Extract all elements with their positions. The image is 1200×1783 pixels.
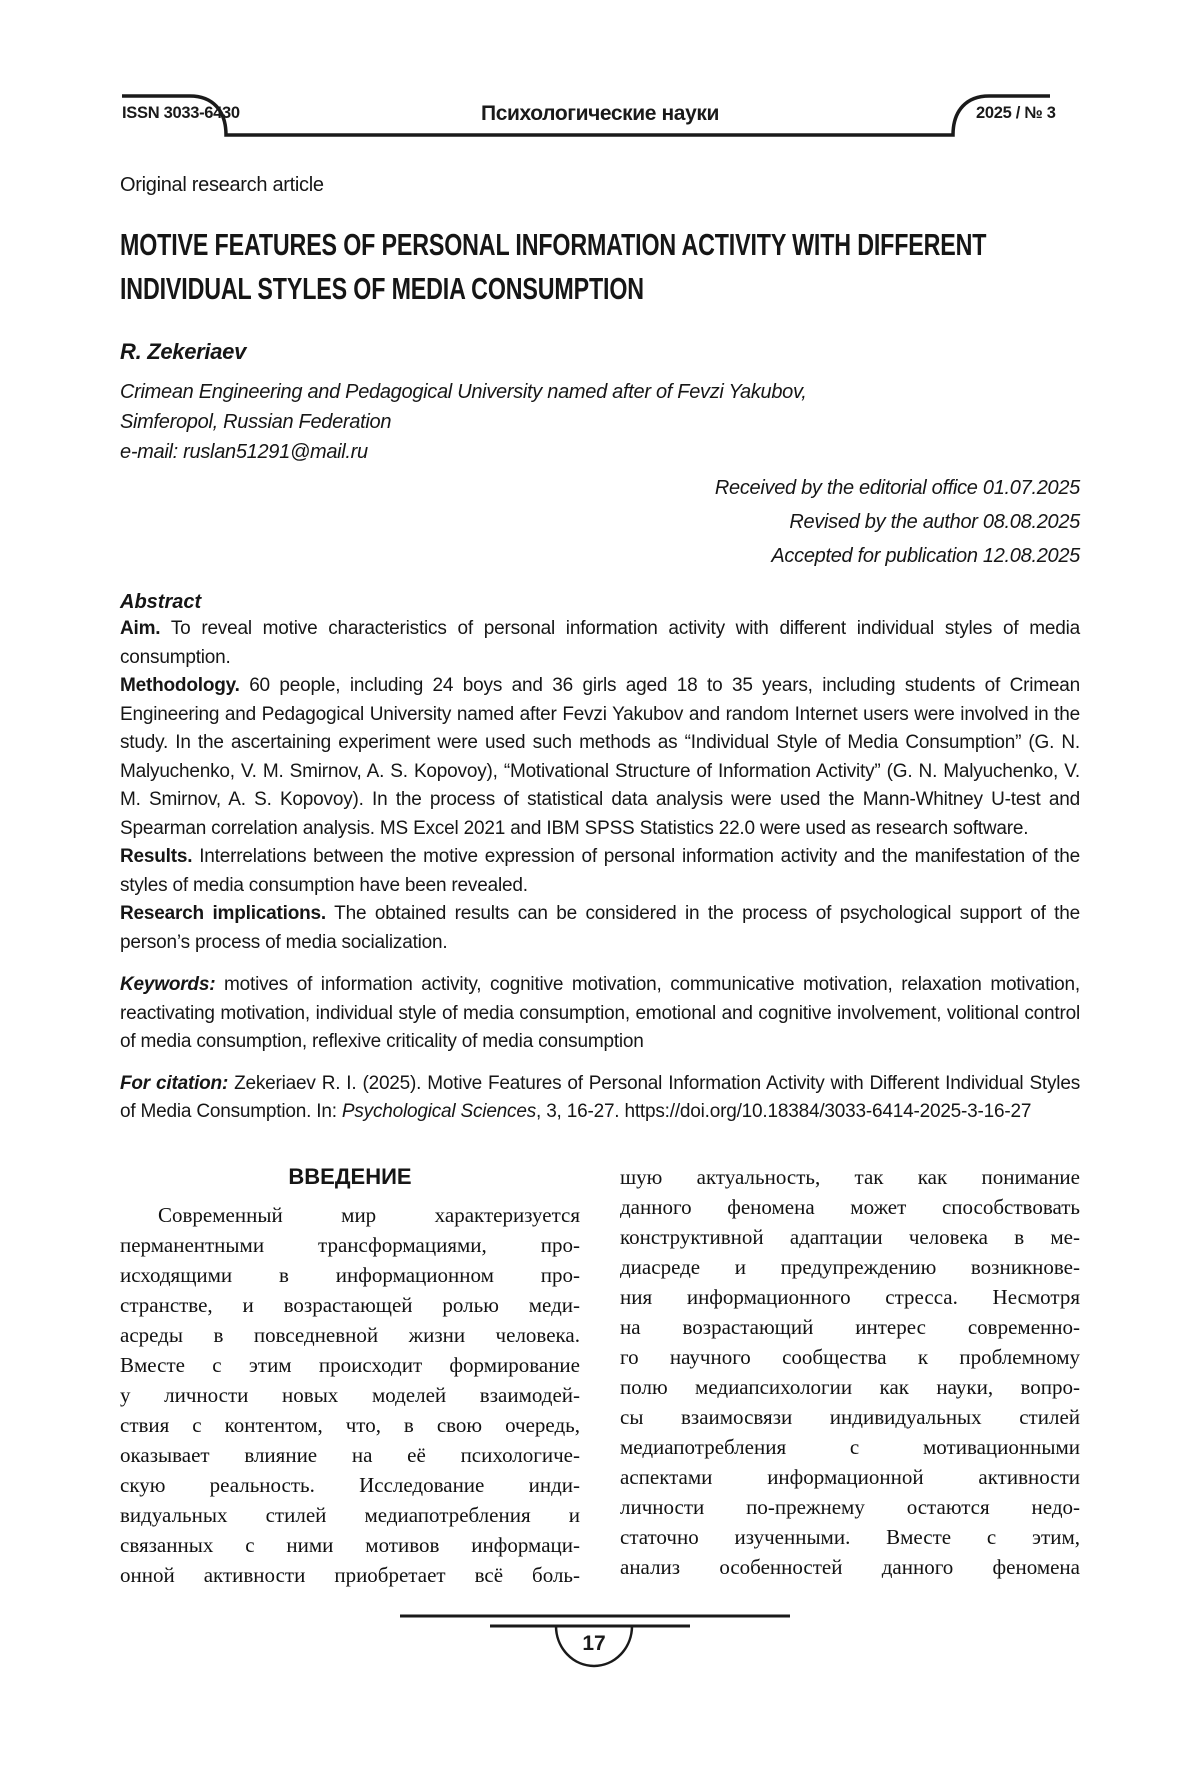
page-header	[0, 0, 1200, 160]
text-line: асреды в повседневной жизни человека.	[120, 1323, 580, 1347]
title-line-1: MOTIVE FEATURES OF PERSONAL INFORMATION ACTIVITY WITH DIFFERENT	[120, 227, 987, 262]
text-line: ствия с контентом, что, в свою очередь,	[120, 1413, 580, 1437]
citation-tail: , 3, 16-27. https://doi.org/10.18384/3033-6414-2025-3-16-27	[536, 1101, 1032, 1122]
abstract-paragraph	[120, 672, 1080, 843]
paragraph-label: Methodology.	[120, 675, 240, 696]
page-number: 17	[582, 1632, 606, 1655]
abstract-body	[120, 615, 1080, 957]
text-line: сы взаимосвязи индивидуальных стилей	[620, 1405, 1080, 1429]
footer-rule	[0, 1598, 1200, 1688]
text-line: связанных с ними мотивов информаци-	[120, 1533, 580, 1557]
abstract-paragraph	[120, 615, 1080, 672]
header-rule	[0, 0, 1200, 160]
paragraph-label: Aim.	[120, 618, 161, 639]
text-line: медиапотребления с мотивационными	[620, 1435, 1080, 1459]
paragraph-text: To reveal motive characteristics of personal information activity with different individual styles of media consumption.	[120, 618, 1080, 668]
date-line: Revised by the author 08.08.2025	[789, 511, 1080, 533]
text-line: оказывает влияние на её психологиче-	[120, 1443, 580, 1467]
text-line: видуальных стилей медиапотребления и	[120, 1503, 580, 1527]
citation-journal-italic: Psychological Sciences	[341, 1101, 537, 1122]
title-line-2: INDIVIDUAL STYLES OF MEDIA CONSUMPTION	[120, 271, 644, 306]
citation-paragraph	[120, 1070, 1080, 1127]
text-line: исходящими в информационном про-	[120, 1263, 580, 1287]
author-name: R. Zekeriaev	[120, 339, 247, 364]
issue-label: 2025 / № 3	[976, 104, 1056, 122]
abstract-paragraph	[120, 900, 1080, 957]
intro-right-column	[620, 1162, 1080, 1590]
text-line: онной активности приобретает всё боль-	[120, 1563, 580, 1587]
text-line: скую реальность. Исследование инди-	[120, 1473, 580, 1497]
citation-label: For citation:	[120, 1072, 229, 1094]
text-line: данного феномена может способствовать	[620, 1195, 1080, 1219]
text-line: полю медиапсихологии как науки, вопро-	[620, 1375, 1080, 1399]
keywords-label: Keywords:	[120, 974, 216, 995]
text-line: на возрастающий интерес современно-	[620, 1315, 1080, 1339]
text-line: Современный мир характеризуется	[158, 1203, 580, 1227]
intro-left-column	[120, 1162, 580, 1590]
page-title	[120, 223, 1080, 311]
affiliation-line-1: Crimean Engineering and Pedagogical University named after of Fevzi Yakubov,	[120, 381, 807, 403]
paragraph-text: Interrelations between the motive expression of personal information activity and the manifestation of the styles of media consumption have been revealed.	[120, 846, 1080, 896]
intro-left-lines	[120, 1200, 580, 1590]
affiliation-block	[120, 377, 1080, 467]
date-line: Accepted for publication 12.08.2025	[771, 545, 1080, 567]
text-line: статочно изученными. Вместе с этим,	[620, 1525, 1080, 1549]
paragraph-label: Results.	[120, 846, 193, 867]
text-line: личности по-прежнему остаются недо-	[620, 1495, 1080, 1519]
paragraph-label: Research implications.	[120, 903, 326, 924]
article-type-label: Original research article	[120, 174, 324, 196]
date-line: Received by the editorial office 01.07.2025	[714, 477, 1080, 499]
text-line: диасреде и предупреждению возникнове-	[620, 1255, 1080, 1279]
email-line: e-mail: ruslan51291@mail.ru	[120, 441, 368, 463]
keywords-text: motives of information activity, cognitive motivation, communicative motivation, relaxation motivation, reactivating motivation, individual style of media consumption, emotional and cognitive involvement, volitional control of media consumption, reflexive criticality of media consumption	[120, 974, 1080, 1052]
text-line: странстве, и возрастающей ролью меди-	[120, 1293, 580, 1317]
introduction-section	[120, 1162, 1080, 1590]
article-head	[120, 160, 1080, 1127]
text-line: перманентными трансформациями, про-	[120, 1233, 580, 1257]
paragraph-text: The obtained results can be considered in the process of psychological support of the person’s process of media socialization.	[120, 903, 1080, 953]
intro-right-lines	[620, 1162, 1080, 1582]
text-line: аспектами информационной активности	[620, 1465, 1080, 1489]
page-footer	[0, 1598, 1200, 1688]
keywords-paragraph	[120, 971, 1080, 1057]
text-line: анализ особенностей данного феномена	[620, 1555, 1080, 1579]
text-line: шую актуальность, так как понимание	[620, 1165, 1080, 1189]
introduction-heading: ВВЕДЕНИЕ	[288, 1164, 412, 1189]
editorial-dates	[120, 471, 1080, 573]
text-line: ния информационного стресса. Несмотря	[620, 1285, 1080, 1309]
text-line: Вместе с этим происходит формирование	[120, 1353, 580, 1377]
journal-name: Психологические науки	[481, 102, 719, 125]
text-line: конструктивной адаптации человека в ме-	[620, 1225, 1080, 1249]
citation-text: Zekeriaev R. I. (2025). Motive Features of Personal Information Activity with Different Individual Styles of Media Consumption. In:	[120, 1072, 1080, 1122]
text-line: у личности новых моделей взаимодей-	[120, 1383, 580, 1407]
abstract-paragraph	[120, 843, 1080, 900]
issn-label: ISSN 3033-6430	[122, 104, 240, 122]
text-line: го научного сообщества к проблемному	[620, 1345, 1080, 1369]
affiliation-line-2: Simferopol, Russian Federation	[120, 411, 392, 433]
paragraph-text: 60 people, including 24 boys and 36 girls aged 18 to 35 years, including students of Crimean Engineering and Pedagogical University named after Fevzi Yakubov and random Internet users were involved in the study. In the ascertaining experiment were used such methods as “Individual Style of Media Consumption” (G. N. Malyuchenko, V. M. Smirnov, A. S. Kopovoy), “Motivational Structure of Information Activity” (G. N. Malyuchenko, V. M. Smirnov, A. S. Kopovoy). In the process of statistical data analysis were used the Mann-Whitney U-test and Spearman correlation analysis. MS Excel 2021 and IBM SPSS Statistics 22.0 were used as research software.	[120, 675, 1080, 839]
abstract-heading: Abstract	[120, 591, 202, 613]
